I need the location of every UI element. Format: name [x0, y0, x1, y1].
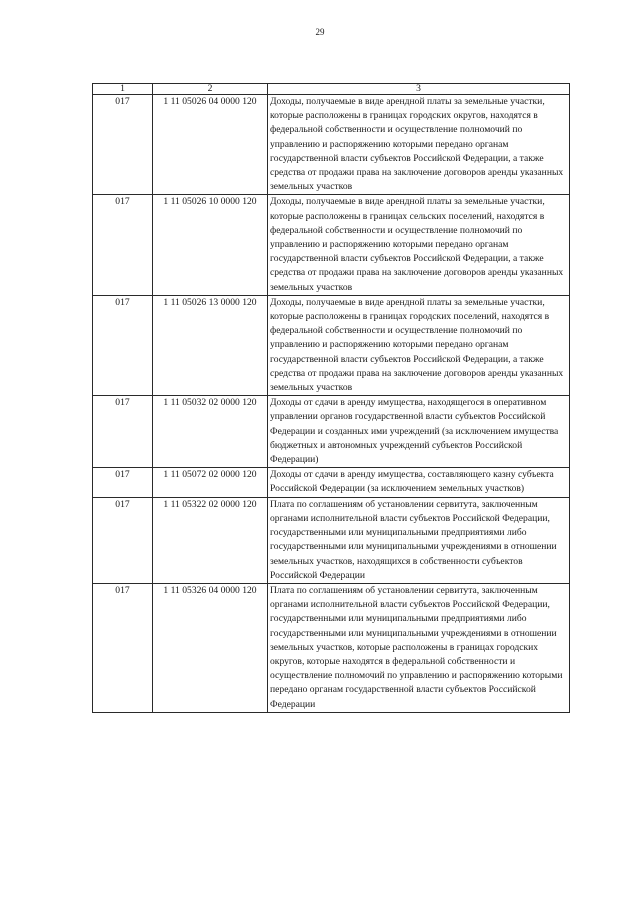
revenue-code-cell: 1 11 05032 02 0000 120	[153, 396, 268, 468]
table-row	[93, 497, 570, 583]
column-number-3: 3	[268, 84, 570, 95]
revenue-description-cell: Доходы, получаемые в виде арендной платы за земельные участки, которые расположены в границах городских поселений, находятся в федеральной собственности и осуществление полномочий по управлению и распоряжению которыми передано органам государственной власти субъектов Российской Федерации, а также средства от продажи права на заключение договоров аренды указанных земельных участков	[268, 295, 570, 395]
table-row	[93, 468, 570, 497]
revenue-description-cell: Доходы от сдачи в аренду имущества, находящегося в оперативном управлении органов государственной власти субъектов Российской Федерации и созданных ими учреждений (за исключением имущества бюджетных и автономных учреждений субъектов Российской Федерации)	[268, 396, 570, 468]
table-row	[93, 95, 570, 195]
revenue-code-cell: 1 11 05322 02 0000 120	[153, 497, 268, 583]
admin-code-cell: 017	[93, 583, 153, 712]
revenue-code-table	[92, 83, 570, 713]
admin-code-cell: 017	[93, 295, 153, 395]
revenue-description-cell: Доходы, получаемые в виде арендной платы за земельные участки, которые расположены в границах сельских поселений, находятся в федеральной собственности и осуществление полномочий по управлению и распоряжению которыми передано органам государственной власти субъектов Российской Федерации, а также средства от продажи права на заключение договоров аренды указанных земельных участков	[268, 195, 570, 295]
table-header-row	[93, 84, 570, 95]
page-number: 29	[315, 27, 325, 37]
admin-code-cell: 017	[93, 396, 153, 468]
admin-code-cell: 017	[93, 497, 153, 583]
table-row	[93, 396, 570, 468]
revenue-code-cell: 1 11 05326 04 0000 120	[153, 583, 268, 712]
admin-code-cell: 017	[93, 95, 153, 195]
admin-code-cell: 017	[93, 468, 153, 497]
revenue-description-cell: Плата по соглашениям об установлении сервитута, заключенным органами исполнительной власти субъектов Российской Федерации, государственными или муниципальными предприятиями либо государственными или муниципальными учреждениями в отношении земельных участков, которые расположены в границах городских округов, которые находятся в федеральной собственности и осуществление полномочий по управлению и распоряжению которыми передано органам государственной власти субъектов Российской Федерации	[268, 583, 570, 712]
table-row	[93, 295, 570, 395]
revenue-code-cell: 1 11 05026 13 0000 120	[153, 295, 268, 395]
revenue-description-cell: Плата по соглашениям об установлении сервитута, заключенным органами исполнительной власти субъектов Российской Федерации, государственными или муниципальными предприятиями либо государственными или муниципальными учреждениями в отношении земельных участков, находящихся в собственности субъектов Российской Федерации	[268, 497, 570, 583]
column-number-1: 1	[93, 84, 153, 95]
revenue-code-cell: 1 11 05072 02 0000 120	[153, 468, 268, 497]
revenue-description-cell: Доходы, получаемые в виде арендной платы за земельные участки, которые расположены в границах городских округов, находятся в федеральной собственности и осуществление полномочий по управлению и распоряжению которыми передано органам государственной власти субъектов Российской Федерации, а также средства от продажи права на заключение договоров аренды указанных земельных участков	[268, 95, 570, 195]
column-number-2: 2	[153, 84, 268, 95]
admin-code-cell: 017	[93, 195, 153, 295]
revenue-description-cell: Доходы от сдачи в аренду имущества, составляющего казну субъекта Российской Федерации (за исключением земельных участков)	[268, 468, 570, 497]
table-row	[93, 583, 570, 712]
revenue-code-cell: 1 11 05026 10 0000 120	[153, 195, 268, 295]
table-row	[93, 195, 570, 295]
revenue-code-cell: 1 11 05026 04 0000 120	[153, 95, 268, 195]
